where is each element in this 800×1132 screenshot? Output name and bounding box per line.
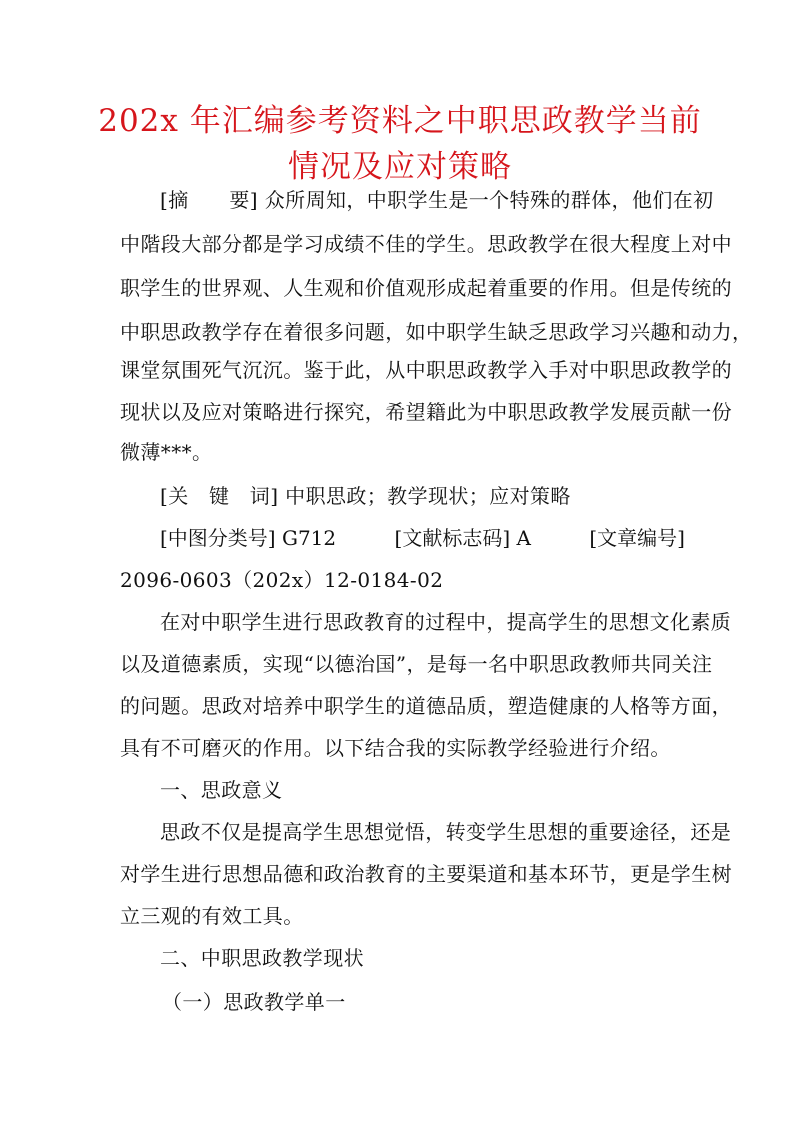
section-1-heading: 一、思政意义 bbox=[160, 778, 283, 802]
abstract-line-4: 中职思政教学存在着很多问题，如中职学生缺乏思政学习兴趣和动力， bbox=[120, 320, 753, 344]
classification-row bbox=[160, 524, 685, 552]
article-number: 2096-0603（202x）12-0184-02 bbox=[120, 568, 444, 592]
abstract-line-6: 现状以及应对策略进行探究，希望籍此为中职思政教学发展贡献一份 bbox=[120, 400, 732, 424]
section-1-line-1: 思政不仅是提高学生思想觉悟，转变学生思想的重要途径，还是 bbox=[160, 820, 732, 844]
abstract-line-1: [摘 要] 众所周知，中职学生是一个特殊的群体，他们在初 bbox=[160, 188, 714, 212]
section-1-line-3: 立三观的有效工具。 bbox=[120, 904, 304, 928]
clc-number: [中图分类号] G712 bbox=[160, 526, 337, 550]
section-2-subheading-1: （一）思政教学单一 bbox=[162, 990, 346, 1014]
keywords-line: [关 键 词] 中职思政；教学现状；应对策略 bbox=[160, 484, 571, 508]
section-2-heading: 二、中职思政教学现状 bbox=[160, 946, 364, 970]
intro-line-4: 具有不可磨灭的作用。以下结合我的实际教学经验进行介绍。 bbox=[120, 736, 671, 760]
article-number-label: [文章编号] bbox=[589, 526, 685, 550]
document-code: [文献标志码] A bbox=[394, 526, 531, 550]
intro-line-2: 以及道德素质，实现“以德治国”，是每一名中职思政教师共同关注 bbox=[120, 652, 713, 676]
abstract-line-2: 中階段大部分都是学习成绩不佳的学生。思政教学在很大程度上对中 bbox=[120, 232, 732, 256]
abstract-line-7: 微薄***。 bbox=[120, 440, 213, 464]
intro-line-3: 的问题。思政对培养中职学生的道德品质，塑造健康的人格等方面， bbox=[120, 694, 732, 718]
document-title-line-1: 202x 年汇编参考资料之中职思政教学当前 bbox=[98, 103, 702, 139]
abstract-line-5: 课堂氛围死气沉沉。鉴于此，从中职思政教学入手对中职思政教学的 bbox=[120, 358, 732, 382]
section-1-line-2: 对学生进行思想品德和政治教育的主要渠道和基本环节，更是学生树 bbox=[120, 862, 732, 886]
intro-line-1: 在对中职学生进行思政教育的过程中，提高学生的思想文化素质 bbox=[160, 610, 732, 634]
abstract-line-3: 职学生的世界观、人生观和价值观形成起着重要的作用。但是传统的 bbox=[120, 276, 732, 300]
document-title-line-2: 情况及应对策略 bbox=[288, 149, 512, 185]
